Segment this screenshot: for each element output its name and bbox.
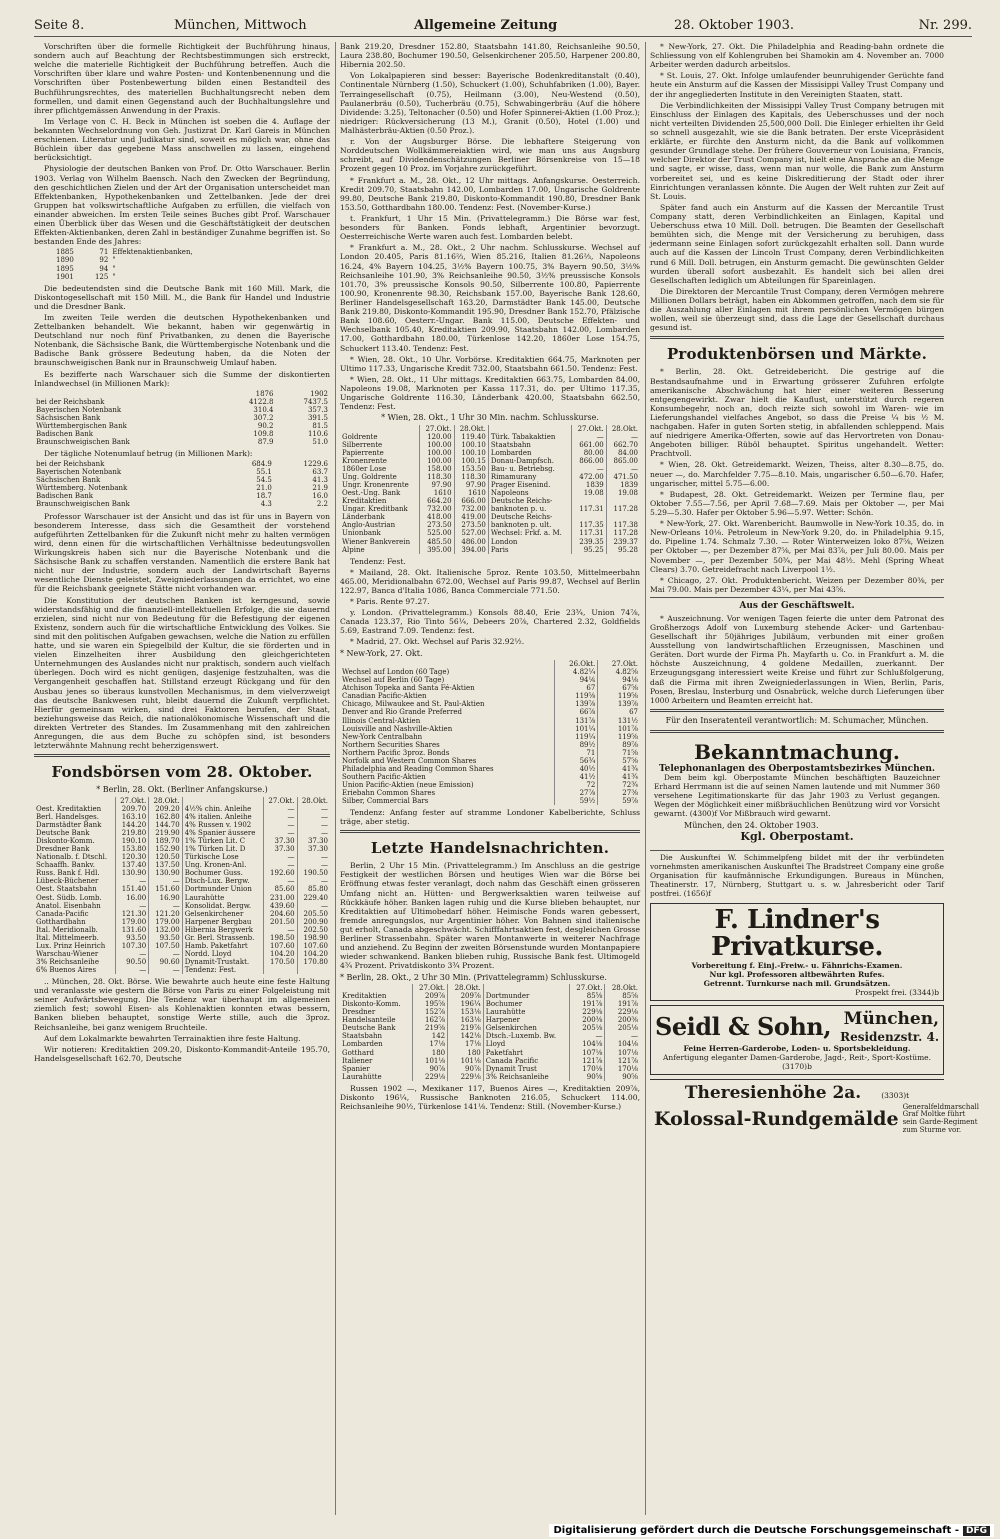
paragraph: * Mailand, 28. Okt. Italienische 5proz. Rente 103.50, Mittelmeerbahn 465.00, Meridionalbahn 672.00, Wechsel auf Paris 99.87, Wechsel auf Berlin 122.97, Banca d'Italia 1086, Banca Commerciale 771.50. <box>340 567 640 595</box>
table-row: 1890 92 " <box>56 256 116 265</box>
table-row: Goldrente 120.00 119.40 Türk. Tabakaktien — — <box>342 432 638 441</box>
ad-city: München, <box>843 1009 939 1030</box>
ad-line: Getrennt. Turnkurse nach mil. Grundsätzen. <box>703 979 891 989</box>
section-rule <box>650 597 944 598</box>
table-row: Oest. Staatsbahn 151.40 151.60 Dortmunder Union 85.60 85.80 <box>36 885 328 894</box>
paragraph: Im Verlage von C. H. Beck in München ist soeben die 4. Auflage der bekannten Wechselordnung von Geh. Justizrat Dr. Karl Gareis in München erschienen. Literatur und Judikatur sind, soweit es möglich war, ohne das Büchlein über das gegebene Mass anschwellen zu lassen, eingehend berücksichtigt. <box>34 116 330 163</box>
paper-title: Allgemeine Zeitung <box>414 18 558 33</box>
paragraph: Von Lokalpapieren sind besser: Bayerische Bodenkreditanstalt (0.40), Continentale Nürnberg (1.50), Schuckert (1.00), Schuhfabriken (1.00), Bayer. Terraingesellschaft (0.75), Heilmann (3.00), Neu-Westend (0.50), Paulanerbräu (0.50), Tucherbräu (0.75), Schwabingerbräu (Auf die höhere Dividende: 3.25), Teltonacher (0.50) und Hofer Spinnerei-Aktien (1.00 Proz.); niedriger: Rückversicherung (13 M.), Granit (0.50), Hotel (1.00) und Malhästerbräu-Aktien (0.50 Proz.). <box>340 71 640 135</box>
table-header: 27.Okt. 28.Okt. 27.Okt. 28.Okt. <box>340 984 640 992</box>
paragraph: Tendenz: Fest. <box>350 556 406 566</box>
notice-text: Dem beim kgl. Oberpostamte München beschäftigten Bauzeichner Erhard Herrmann ist die auf seinen Namen lautende und mit Nummer 360 versehene Legitimationskarte für das Jahr 1903 zu Verlust gegangen. Wegen der Möglichkeit einer mißbräuchlichen Benützung wird vor Vorsicht gewarnt. (4300)f Vor Mißbrauch wird gewarnt. <box>654 773 940 818</box>
bekanntmachung-notice <box>650 737 944 847</box>
ad-line: Feine Herren-Garderobe, Loden- u. Sportsbekleidung. <box>683 1044 911 1054</box>
table-row: Russ. Bank f. Hdl. 130.90 130.90 Bochumer Guss. 192.60 190.50 <box>36 869 328 878</box>
table-row: Badischen Bank 18.7 16.0 <box>36 492 328 501</box>
paragraph: Die bedeutendsten sind die Deutsche Bank mit 160 Mill. Mark, die Diskontogesellschaft mit 150 Mill. M., die Bank für Handel und Industrie und die Dresdner Bank. <box>34 283 330 311</box>
paragraph: * St. Louis, 27. Okt. Infolge umlaufender beunruhigender Gerüchte fand heute ein Ansturm auf die Kassen der Missisippi Valley Trust Company und der ihr angegliederten Institute in den Vereinigten Staaten, statt. <box>650 71 944 99</box>
paragraph: Berlin, 2 Uhr 15 Min. (Privattelegramm.) Im Anschluss an die gestrige Festigkeit der westlichen Börsen und heutiges Wien war die Börse bei Eröffnung etwas fester veranlagt, doch nahm das Geschäft einen grösseren Umfang nicht an. Hütten- und Bergwerksaktien waren teilweise auf Rückkäufe höher. Banken lagen ruhig und die Kurse blieben behauptet, nur Kreditaktien auf Ultimobedarf höher. Heimische Fonds waren gebessert, fremde anregungslos, nur Argentinier höher. Von Bahnen sind italienische gut erholt, Canada abgeschwächt. Schifffahrtsaktien fest, desgleichen Grosse Berliner Strassenbahn. Später waren Montanwerte in weiterer Nachfrage und anziehend. Zu Beginn der zweiten Börsenstunde wurden Montanpapiere wieder schwankend. Banken blieben ruhig, Russische Bank fest. Ultimogeld 4¾ Prozent. Privatdiskonto 3¾ Prozent. <box>340 861 640 971</box>
section-title: Produktenbörsen und Märkte. <box>666 345 928 364</box>
table-row: Laurahütte 229⅛ 229⅛ 3% Reichsanleihe 90⅝ 90⅝ <box>342 1072 638 1081</box>
paragraph: * Wien, 28. Okt., 10 Uhr. Vorbörse. Kreditaktien 664.75, Marknoten per Ultimo 117.33, Ungarische Kredit 732.00, Staatsbahn 661.50. Tendenz: Fest. <box>340 354 640 373</box>
auskunftei-ad: Die Auskunftei W. Schimmelpfeng bildet mit der ihr verbündeten vornehmsten amerikanischen Auskunftei The Bradstreet Company eine große Organisation für kaufmännische Erkundigungen. Bureaus in München, Theatinerstr. 17, Nürnberg, Stuttgart u. s. w. Jahresbericht oder Tarif postfrei. (1656)f <box>650 853 944 898</box>
table-row: Deutsche Bank 219⅝ 219⅞ Gelsenkirchen 205⅛ 205⅛ <box>342 1024 638 1033</box>
table-header: 27.Okt. 28.Okt. 27.Okt. 28.Okt. <box>340 425 640 433</box>
newyork-table <box>340 660 640 805</box>
ad-caption: Generalfeldmarschall Graf Moltke führt sein Garde-Regiment zum Sturme vor. <box>902 1102 979 1134</box>
ad-title: F. Lindner's Privatkurse. <box>711 904 883 963</box>
table-row: Chicago, Milwaukee and St. Paul-Aktien 139⅞ 139⅞ <box>342 700 638 709</box>
section-rule <box>650 730 944 733</box>
column-divider <box>645 42 646 1515</box>
paragraph: * New-York, 27. Okt. Warenbericht. Baumwolle in New-York 10.35, do. in New-Orleans 10⅛. Petroleum in New-York 9.20, do. in Philadelphia 9.15, do. Pipeline 1.74. Schmalz 7.30. — Roter Winterweizen loko 87⅝, Weizen per Oktober —, per Dezember 87⅝, per Mai 83⅞, per Juli 80.00. Mais per November —, per Dezember 50¾, per Mai 48½. Mehl (Spring Wheat Clears) 3.70. Getreidefracht nach Liverpool 1½. <box>650 519 944 574</box>
table-row: 1901 125 " <box>56 272 116 281</box>
table-row: Schaaffh. Bankv. 137.40 137.50 Ung. Kronen-Anl. — — <box>36 861 328 870</box>
table-row: bei der Reichsbank 4122.8 7437.5 <box>36 397 328 406</box>
table-row: Silberrente 100.00 100.10 Staatsbahn 661.00 662.70 <box>342 440 638 449</box>
notice-title: Bekanntmachung. <box>694 739 900 764</box>
table-row: Wechsel auf London (60 Tage) 4.82¼ 4.82⅝ <box>342 668 638 677</box>
table-row: New-York Centralbahn 119¼ 119⅝ <box>342 732 638 741</box>
theresienhoehe-ad <box>650 1079 979 1137</box>
paragraph: Auf dem Lokalmarkte bewahrten Terrainaktien ihre feste Haltung. <box>44 1033 301 1043</box>
paragraph: Wir notieren: Kreditaktien 209.20, Diskonto-Kommandit-Anteile 195.70, Handelsgesellschaft 162.70, Deutsche <box>34 1044 330 1063</box>
section-title: Letzte Handelsnachrichten. <box>370 839 610 858</box>
table-row: Sächsischen Bank 54.5 41.3 <box>36 476 328 485</box>
paragraph: Die Konstitution der deutschen Banken ist kerngesund, sowie widerstandsfähig und die finanziell-intellektuellen Erfolge, die sie dauernd erzielen, sind nicht nur von Bedeutung für die Befestigung der eigenen Existenz, sondern auch für die wirtschaftliche Entwicklung des Volkes. Sie sind mit den politischen Aufgaben gewachsen, welche die Nation zu erfüllen hatte, und sie waren ein Spiegelbild der Kultur, die sie förderten und in vielen Einzelheiten ihrer Ausbildung den gleichgerichteten Unternehmungen des Auslandes nicht nur praktisch, sondern auch vielfach überlegen. Doch wird es nicht genügen, dasjenige festzuhalten, was die Vergangenheit geschaffen hat. Stillstand erzeugt Rückgang und für den Ausbau jenes so überaus kunstvollen Mechanismus, in dem vielverzweigt das deutsche Bankwesen ruht, bleibt dauernd die Zukunft verpflichtet. Hierfür gemeinsam wirken, sind drei Faktoren berufen, der Staat, beziehungsweise das Reich, die nationalökonomische Wissenschaft und die direkten Vertreter des Standes. Im Zusammenhang mit den zahlreichen Anregungen, die aus dem Buche zu schöpfen sind, ist besonders letzterwähnte Mahnung recht beherzigenswert. <box>34 595 330 751</box>
ad-line: Nur kgl. Professoren altbewährten Rufes. <box>709 970 885 980</box>
table-row: Staatsbahn 142 142⅛ Dtsch.-Luxemb. Bw. — — <box>342 1032 638 1041</box>
paragraph: Später fand auch ein Ansturm auf die Kassen der Mercantile Trust Company statt, deren Verbindlichkeiten an Einlagen, Kapital und Ueberschuss etwa 10 Mill. Doll. betrugen. Die Beamten der Gesellschaft bemühten sich, die Menge mit der Versicherung zu beruhigen, dass jedermann seine Einlagen sofort zurückgezahlt erhalten soll. Dann wurde auch auf die Kassen der Lincoln Trust Company, deren Verbindlichkeiten rund 6 Mill. Doll. betrugen, ein Ansturm gemacht. Die gewünschten Gelder wurden überall sofort ausbezahlt. Es handelt sich bei allen drei Gesellschaften lediglich um Abteilungen für Spareinlagen. <box>650 202 944 285</box>
table-row: Lombarden 17⅛ 17⅛ Lloyd 104⅛ 104⅛ <box>342 1040 638 1049</box>
table-row: Ital. Meridionalb. 131.60 132.00 Hibernia Bergwerk — 202.50 <box>36 925 328 934</box>
table-row: Badischen Bank 109.8 110.6 <box>36 430 328 439</box>
notice-signature: Kgl. Oberpostamt. <box>740 830 854 844</box>
section-rule <box>650 709 944 712</box>
table-row: Silber, Commercial Bars 59½ 59⅞ <box>342 796 638 805</box>
section-subtitle: * Berlin, 28. Okt. (Berliner Anfangskurse.) <box>96 785 268 795</box>
ad-address: Residenzstr. 4. <box>840 1029 939 1044</box>
table-row: Unionbank 525.00 527.00 Wechsel: Frkf. a. M. 117.31 117.28 <box>342 529 638 538</box>
paragraph: Vorschriften über die formelle Richtigkeit der Buchführung hinaus, sondern auch auf Beachtung der Rechtsbestimmungen sich erstreckt, welche die materielle Richtigkeit der Buchführung betreffen. Auch die Vorschriften über klare und wahre Posten- und Kontenbenennung und die Vorschriften über Postenbewertung bilden einen Bestandteil des Buchführungsrechtes, des materiellen Buchhaltungsrecht neben dem formellen, und damit einen Gegenstand auch der Buchhaltungslehre und ihrer pflichtgemässen Anwendung in der Praxis. <box>34 42 330 115</box>
paragraph: Bank 219.20, Dresdner 152.80, Staatsbahn 141.80, Reichsanleihe 90.50, Laura 238.80, Bochumer 190.50, Gelsenkirchener 205.50, Harpener 200.80, Hibernia 202.50. <box>340 42 640 70</box>
table-row: Ungr. Kronenrente 97.90 97.90 Prager Eisenind. 1839 1839 <box>342 481 638 490</box>
table-row: 6% Buenos Aires — — Tendenz: Fest. <box>34 966 330 974</box>
section-rule <box>650 336 944 339</box>
table-row: Canadian Pacific-Aktien 119⅝ 119⅝ <box>342 692 638 701</box>
paragraph: * Wien, 28. Okt. Getreidemarkt. Weizen, Theiss, alter 8.30—8.75, do. neuer —, do. Marchfelder 7.75—8.10. Mais, ungarischer 6.50—6.70. Hafer, ungarischer, mittel 5.75—6.00. <box>650 460 944 488</box>
table-row: Philadelphia and Reading Common Shares 40½ 41¾ <box>342 764 638 773</box>
seidl-ad <box>650 1005 944 1075</box>
table-row: Ungar. Kreditbank 732.00 732.00 banknoten p. u. 117.31 117.28 <box>342 505 638 514</box>
paragraph: * Chicago, 27. Okt. Produktenbericht. Weizen per Dezember 80⅜, per Mai 79.00. Mais per Dezember 43¼, per Mai 43⅝. <box>650 575 944 594</box>
section-subtitle: * New-York, 27. Okt. <box>340 648 423 658</box>
column-3 <box>650 42 979 1515</box>
bank-count-table <box>54 248 232 280</box>
table-row: Papierrente 100.00 100.10 Lombarden 80.00 84.00 <box>342 449 638 457</box>
table-row: Wiener Bankverein 485.50 486.00 London 239.35 239.37 <box>342 537 638 546</box>
paragraph: * Frankfurt a. M., 28. Okt., 2 Uhr nachm. Schlusskurse. Wechsel auf London 20.405, Paris 81.16⅔, Wien 85.216, Italien 81.26⅔, Napoleons 16.24, 4% Bayern 104.25, 3½% Bayern 100.75, 3% Bayern 90.50, 3½% Reichsanleihe 101.90, 3% Reichsanleihe 90.50, 3½% preussische Konsols 101.70, 3% preussische Konsols 90.50, Silberrente 100.80, Papierrente 100.90, Kronenrente 98.30, Reichsbank 157.00, Bayerische Bank 128.60, Berliner Handelsgesellschaft 163.20, Darmstädter Bank 145.00, Deutsche Bank 219.80, Diskonto-Kommandit 195.90, Dresdner Bank 152.70, Pfälzische Bank 108.60, Oesterr.-Ungar. Bank 115.00, Deutsche Effekten- und Wechselbank 105.40, Kreditaktien 209.90, Staatsbahn 142.00, Lombarden 17.00, Gotthardbahn 180.00, Türkenlose 142.20, 1860er Lose 154.75, Schuckert 113.40. Tendenz: Fest. <box>340 243 640 353</box>
table-row: Kreditaktien 209⅞ 209⅞ Dortmunder 85⅝ 85⅝ <box>342 992 638 1001</box>
table-row: Darmstädter Bank 144.20 144.70 4% Russen v. 1902 — — <box>36 821 328 830</box>
table-row: Diskonto-Komm. 190.10 189.70 1% Türken Lit. C 37.30 37.30 <box>36 837 328 846</box>
table-row: Northern Securities Shares 89½ 89⅞ <box>342 740 638 749</box>
table-row: Warschau-Wiener — — Nordd. Lloyd 104.20 104.20 <box>36 949 328 958</box>
table-row: Diskonto-Komm. 195⅝ 196¼ Bochumer 191⅞ 191⅞ <box>342 1000 638 1009</box>
paragraph: Physiologie der deutschen Banken von Prof. Dr. Otto Warschauer. Berlin 1903. Verlag von Wilhelm Baensch. Nach den Zwecken der Begründung, den geschichtlichen Zielen und der Art der Organisation unterscheidet man Effektenbanken, Hypothekenbanken und Zettelbanken. Jede der drei Gruppen hat volkswirtschaftliche Aufgaben zu erfüllen, die vielfach von einander abweichen. Im ersten Teile seines Buches gibt Prof. Warschauer einen Überblick über das Wesen und die Geschäftstätigkeit der deutschen Effekten-Aktienbanken, deren Zahl in beständiger Zunahme begriffen ist. So bestanden Ende des Jahres: <box>34 164 330 247</box>
page-number: Seite 8. <box>34 18 85 33</box>
ad-title: Seidl & Sohn, <box>655 1012 832 1042</box>
notenumlauf-table <box>34 460 330 508</box>
paragraph: Der tägliche Notenumlauf betrug (in Millionen Mark): <box>44 449 253 459</box>
table-row: Ital. Mittelmeerb. 93.50 93.50 Gr. Berl. Strassenb. 198.50 198.90 <box>36 933 328 942</box>
table-row: Ung. Goldrente 118.30 118.30 Rimamurany 472.00 471.50 <box>342 473 638 482</box>
table-row: Oest. Südb. Lomb. 16.00 16.90 Laurahütte 231.00 229.40 <box>36 893 328 902</box>
table-row: Kronenrente 100.00 100.15 Donau-Dampfsch. 866.00 865.00 <box>342 457 638 466</box>
table-row: Gotthard 180 180 Paketfahrt 107⅛ 107⅛ <box>342 1048 638 1057</box>
paragraph: Professor Warschauer ist der Ansicht und das ist für uns in Bayern von besonderem Interesse, dass sich die Gesamtheit der vorstehend aufgeführten Zettelbanken für die Zukunft nicht mehr zu halten vermögen wird, denn einen für die wirtschaftlichen Verhältnisse bedeutungsvollen Wirkungskreis haben sich nur die Bayerische Notenbank und die Sächsische Bank zu schaffen verstanden. Namentlich die erstere Bank hat nicht nur der Industrie, sondern auch der Landwirtschaft Bayerns wesentliche Dienste geleistet, Zweigniederlassungen da errichtet, wo eine für die Reichsbank geeignete Stätte nicht vorhanden war. <box>34 511 330 594</box>
lindner-ad <box>650 903 944 1002</box>
table-row: Sächsischen Bank 307.2 391.5 <box>36 413 328 422</box>
paragraph: r. Von der Augsburger Börse. Die lebhaftere Steigerung von Norddeutschen Wollkämmereiaktien wird, wie man uns aus Augsburg schreibt, auf Dividendenschätzungen Berliner Börsenkreise von 15—18 Prozent gegen 10 Proz. im Vorjahre zurückgeführt. <box>340 137 640 174</box>
table-row: Eriebahn Common Shares 27⅞ 27⅜ <box>342 788 638 797</box>
table-row: Anatol. Eisenbahn — — Konsolidat. Bergw. 439.60 — <box>36 901 328 910</box>
section-subtitle: * Wien, 28. Okt., 1 Uhr 30 Min. nachm. Schlusskurse. <box>381 413 599 423</box>
table-header: 27.Okt. 28.Okt. 27.Okt. 28.Okt. <box>34 797 330 805</box>
paragraph: * Budapest, 28. Okt. Getreidemarkt. Weizen per Termine flau, per Oktober 7.55—7.56, per April 7.68—7.69. Mais per Oktober —, per Mai 5.29—5.30. Hafer per Oktober 5.96—5.97. Wetter: Schön. <box>650 489 944 518</box>
notice-subtitle: Telephonanlagen des Oberpostamtsbezirkes München. <box>658 763 936 774</box>
table-row: 1895 94 " <box>56 264 116 273</box>
ad-title: Theresienhöhe 2a. <box>684 1083 862 1104</box>
ad-headline: Kolossal-Rundgemälde <box>654 1107 899 1130</box>
column-2 <box>340 42 640 1515</box>
table-row: Canada-Pacific 121.30 121.20 Gelsenkirchener 204.60 205.50 <box>36 909 328 918</box>
table-row: Dresdner 152⅞ 153⅛ Laurahütte 229⅛ 229⅛ <box>342 1008 638 1017</box>
paragraph: Es bezifferte nach Warschauer sich die Summe der diskontierten Inlandwechsel (in Millionen Mark): <box>34 369 330 388</box>
table-row: Braunschweigischen Bank 4.3 2.2 <box>36 500 328 509</box>
table-row: Kreditaktien 664.20 666.00 Deutsche Reichs- <box>340 497 640 505</box>
table-row: Alpine 395.00 394.00 Paris 95.25 95.28 <box>342 545 638 554</box>
table-row: bei der Reichsbank 684.9 1229.6 <box>36 460 328 469</box>
table-row: Gotthardbahn 179.00 179.00 Harpener Bergbau 201.50 200.90 <box>36 917 328 926</box>
table-row: Northern Pacific 3proz. Bonds 71 71⅝ <box>342 748 638 757</box>
ad-body <box>654 1102 979 1135</box>
table-row: Southern Pacific-Aktien 41½ 41¾ <box>342 772 638 781</box>
table-row: 1860er Lose 158.00 153.50 Bau- u. Betriebsg. — — <box>342 465 638 474</box>
table-row: Norfolk and Western Common Shares 56¾ 57⅝ <box>342 756 638 765</box>
section-rule <box>34 754 330 757</box>
inserat-note: Für den Inseratenteil verantwortlich: M. Schumacher, München. <box>665 715 929 725</box>
paragraph: * Madrid, 27. Okt. Wechsel auf Paris 32.92½. <box>350 637 525 647</box>
ad-line: Vorbereitung f. Einj.-Freiw.- u. Fähnrichs-Examen. <box>691 961 903 971</box>
notice-date: München, den 24. Oktober 1903. <box>684 820 819 830</box>
ad-line: Prospekt frei. (3344)b <box>855 988 939 998</box>
table-row: Länderbank 418.00 419.00 Deutsche Reichs- <box>340 513 640 521</box>
table-row: Nationalb. f. Dtschl. 120.30 120.50 Türkische Lose — — <box>36 853 328 862</box>
table-row: Württembergischen Bank 90.2 81.5 <box>36 421 328 430</box>
table-row: Berl. Handelsges. 163.10 162.80 4% italien. Anleihe — — <box>36 813 328 822</box>
ad-line: Anfertigung eleganter Damen-Garderobe, Jagd-, Reit-, Sport-Kostüme. (3170)b <box>662 1053 931 1072</box>
table-row: Spanier 90⅞ 90⅞ Dynamit Trust 170⅛ 170⅛ <box>342 1064 638 1073</box>
paragraph: .. München, 28. Okt. Börse. Wie bewahrte auch heute eine feste Haltung und veranlasste wie gestern die Börse von Paris zu einer Folgeleistung mit seiner Aufwärtsbewegung. Die Tendenz war überhaupt im allgemeinen ziemlich fest; sowohl Eisen- als Kohlenaktien konnten etwas bessern, Banken blieben behauptet, sonstige Werte stille, auch die 3proz. Reichsanleihe, bei ganz wenigem Bruchteile. <box>34 976 330 1032</box>
wien-table <box>340 425 640 554</box>
table-row: Lübeck-Büchener — — Dtsch-Lux. Bergw. — — <box>36 877 328 886</box>
ad-header <box>655 1009 939 1044</box>
page-header <box>34 18 972 37</box>
dfg-logo: DFG <box>963 1526 990 1536</box>
paragraph: Russen 1902 —, Mexikaner 117, Buenos Aires —, Kreditaktien 209⅞, Diskonto 196¼, Russische Banknoten 216.05, Schuckert 114.00, Reichsanleihe 90½, Türkenlose 141⅛. Tendenz: Still. (November-Kurse.) <box>340 1083 640 1111</box>
column-divider <box>335 42 336 1515</box>
issue-number: Nr. 299. <box>918 18 972 33</box>
issue-date: 28. Oktober 1903. <box>674 18 794 33</box>
place-date: München, Mittwoch <box>174 18 307 33</box>
fonds-table <box>34 797 330 974</box>
section-rule <box>340 830 640 833</box>
table-row: Lux. Prinz Heinrich 107.30 107.50 Hamb. Paketfahrt 107.60 107.60 <box>36 941 328 950</box>
table-row: Handelsanteile 162⅞ 163⅛ Harpener 200⅜ 200⅜ <box>342 1016 638 1025</box>
table-row: Oest. Kreditaktien 209.70 209.20 4½% chin. Anleihe — — <box>36 805 328 813</box>
table-row: 3% Reichsanleihe 90.50 90.60 Dynamit-Trustakt. 170.50 170.80 <box>36 957 328 966</box>
table-row: Anglo-Austrian 273.50 273.50 banknoten p. ult. 117.35 117.38 <box>342 521 638 530</box>
section-title: Fondsbörsen vom 28. Oktober. <box>51 763 313 782</box>
table-row: Bayerischen Notenbank 310.4 357.3 <box>36 405 328 414</box>
section-subtitle: * Berlin, 28. Okt., 2 Uhr 30 Min. (Privattelegramm) Schlusskurse. <box>340 972 607 982</box>
paragraph: * Frankfurt a. M., 28. Okt., 12 Uhr mittags. Anfangskurse. Oesterreich. Kredit 209.70, Staatsbahn 142.00, Lombarden 17.00, Ungarische Goldrente 99.80, Deutsche Bank 219.80, Diskonto-Kommandit 190.80, Dresdner Bank 153.50, Gotthardbahn 180.00. Tendenz: Fest. (November-Kurse.) <box>340 175 640 212</box>
table-row: Wechsel auf Berlin (60 Tage) 94⅙ 94⅛ <box>342 676 638 685</box>
paragraph: * Wien, 28. Okt., 11 Uhr mittags. Kreditaktien 663.75, Lombarden 84.00, Napoleons 19.08, Marknoten per Kassa 117.31, do. per Ultimo 117.35, Ungarische Goldrente 116.30, Länderbank 420.00, Staatsbahn 662.50, Tendenz: Fest. <box>340 374 640 412</box>
table-row: Bayerischen Notenbank 55.1 63.7 <box>36 468 328 477</box>
column-1 <box>34 42 330 1515</box>
table-row: Deutsche Bank 219.80 219.90 4% Spanier äussere — — <box>36 829 328 838</box>
paragraph: Tendenz: Anfang fester auf stramme Londoner Kabelberichte, Schluss träge, aber stetig. <box>340 808 640 827</box>
table-row: Louisville and Nashville-Aktien 101¼ 101⅞ <box>342 724 638 733</box>
ad-header <box>654 1083 940 1103</box>
paragraph: * Berlin, 28. Okt. Getreidebericht. Die gestrige auf die Bestandsaufnahme und in Erwartung grösserer Zufuhren erfolgte amerikanische Abschwächung hat hier einer weiteren Besserung entgegengewirkt. Zwar hielt die Kauflust, unterstützt durch regeren Konsumbegehr, noch an, doch reizte sich sowohl im Waren- wie im Lieferungshandel vielfaches Angebot, so dass die Preise ¼ bis ½ M. nachgaben. Hafer in guten Sorten stetig, in abfallenden schleppend. Mais auf niedrigere Amerika-Offerten, sowie auf das Hervortreten von Donau-Angeboten billiger. Rüböl behauptet. Spiritus ungehandelt. Wetter: Prachtvoll. <box>650 367 944 459</box>
table-row: Denver and Rio Grande Preferred 66⅞ 67 <box>342 708 638 717</box>
paragraph: * Paris. Rente 97.27. <box>350 597 430 607</box>
section-title: Aus der Geschäftswelt. <box>739 601 855 612</box>
paragraph: y. London. (Privattelegramm.) Konsols 88.40, Erie 23¾, Union 74⅞, Canada 123.37, Rio Tinto 56¼, Debeers 20⅞, Chartered 2.32, Goldfields 5.69, Eastrand 7.09. Tendenz: fest. <box>340 608 640 636</box>
ad-city-block <box>840 1009 939 1044</box>
digitization-footer <box>549 1524 994 1537</box>
paragraph: Die Direktoren der Mercantile Trust Company, deren Vermögen mehrere Millionen Dollars beträgt, haben ein Abkommen getroffen, nach dem sie für die Auszahlung aller Einlagen mit ihrem persönlichen Vermögen bürgen wollen, weil sie überzeugt sind, dass die Lage der Gesellschaft durchaus gesund ist. <box>650 286 944 333</box>
paragraph: * New-York, 27. Okt. Die Philadelphia and Reading-bahn ordnete die Schliessung von elf Kohlengruben bei Shamokin am 4. November an. 7000 Arbeiter werden dadurch arbeitslos. <box>650 42 944 70</box>
footer-text: Digitalisierung gefördert durch die Deutsche Forschungsgemeinschaft - <box>553 1525 959 1536</box>
table-row: Illinois Central-Aktien 131⅞ 131½ <box>342 716 638 725</box>
table-header: 26.Okt. 27.Okt. <box>340 660 640 668</box>
berlin-schluss-table <box>340 984 640 1081</box>
wechsel-table <box>34 390 330 446</box>
table-row: Atchison Topeka and Santa Fé-Aktien 67 67⅝ <box>342 684 638 693</box>
table-row: 1885 71 Effektenaktienbanken, <box>56 248 193 257</box>
table-row: Dresdner Bank 153.80 152.90 1% Türken Lit. D 37.30 37.30 <box>36 845 328 854</box>
ad-number: (3303)t <box>881 1091 910 1101</box>
table-row: Oest.-Ung. Bank 1610 1610 Napoleons 19.08 19.08 <box>342 489 638 498</box>
table-row: Union Pacific-Aktien (neue Emission) 72 72¾ <box>342 780 638 789</box>
table-row: Württemberg. Notenbank 21.0 21.9 <box>36 484 328 493</box>
table-row: Italiener 101⅛ 101⅛ Canada Pacific 121⅞ 121⅞ <box>342 1056 638 1065</box>
paragraph: * Auszeichnung. Vor wenigen Tagen feierte die unter dem Patronat des Großherzogs Adolf von Luxemburg stehende Acker- und Gartenbau-Gesellschaft ihr 50jähriges Jubiläum, verbunden mit einer großen Ausstellung von landwirtschaftlichen Erzeugnissen, Maschinen und Geräten. Dort wurde der Firma Ph. Mayfarth u. Co. in Frankfurt a. M. die höchste Auszeichnung, 4 goldene Medaillen, zuerkannt. Der Erzeugungsgang interessiert weite Kreise und führt zur Schlußfolgerung, daß die Firma mit ihren Zweigniederlassungen in Wien, Berlin, Paris, Posen, Breslau, Insterburg und Osnabrück, welche durch Lieferungen über 1000 Arbeitern und Beamten erreicht hat. <box>650 613 944 705</box>
paragraph: Im zweiten Teile werden die deutschen Hypothekenbanken und Zettelbanken behandelt. Wie bekannt, haben wir gegenwärtig in Deutschland nur noch fünf Privatbanken, zu denen die Bayerische Notenbank, die Sächsische Bank, die Württembergische Notenbank und die Badische Bank grössere Bedeutung haben, da die Noten der braunschweigischen Bank nur in Braunschweig Umlauf haben. <box>34 312 330 368</box>
table-row: Braunschweigischen Bank 87.9 51.0 <box>36 438 328 447</box>
table-header: 1876 1902 <box>255 389 328 398</box>
section-rule <box>650 850 944 851</box>
paragraph: Die Verbindlichkeiten der Missisippi Valley Trust Company betrugen mit Einschluss der Einlagen des Kapitals, des Ueberschusses und der noch nicht verteilten Dividenden 25,500,000 Doll. Die Einleger erhielten ihr Geld so schnell ausgezahlt, wie sie die Bank betraten. Der erste Vicepräsident erklärte, er fürchte den Ansturm nicht, da die Bank auf vollkommen gesunder Grundlage stehe. Der frühere Gouverneur von Louisiana, Francis, welcher Direktor der Trust Company ist, hielt eine Ansprache an die Menge und sagte, er wisse, dass, wenn man nur wolle, die Bank zum Ansturm vorbereitet sei, und es keine Diskreditierung der Stadt oder ihrer Einrichtungen veranlassen könnte. Die Augen der Welt ruhten zur Zeit auf St. Louis. <box>650 100 944 201</box>
paragraph: t. Frankfurt, 1 Uhr 15 Min. (Privattelegramm.) Die Börse war fest, besonders für Banken. Fonds lebhaft, Argentinier bevorzugt. Oesterreichische Werte waren auch fest. Lombarden belebt. <box>340 213 640 242</box>
